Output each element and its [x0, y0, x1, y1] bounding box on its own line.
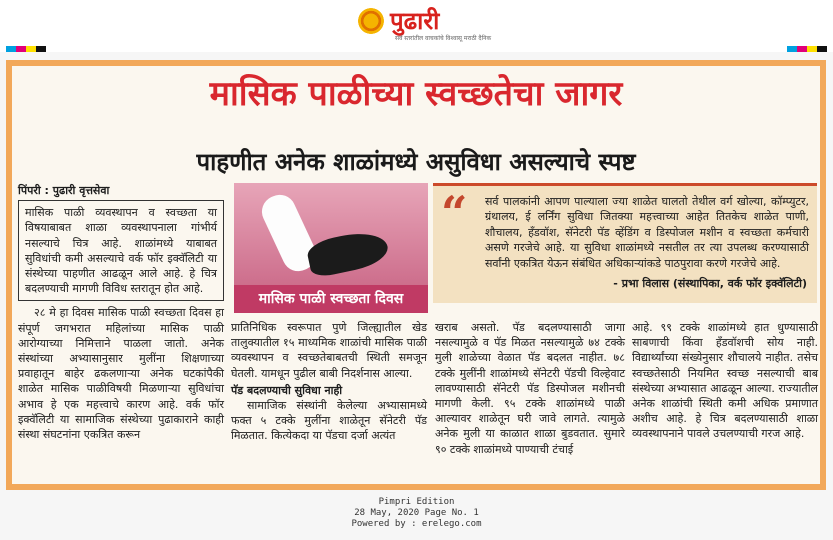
article-subheadline: पाहणीत अनेक शाळांमध्ये असुविधा असल्याचे स्पष्ट [196, 148, 636, 176]
logo-text: पुढारी [390, 7, 440, 35]
sun-emblem-icon [358, 8, 384, 34]
masthead [0, 0, 833, 52]
pull-quote-text: सर्व पालकांनी आपण पाल्याला ज्या शाळेत घालतो तेथील वर्ग खोल्या, कॉम्प्युटर, ग्रंथालय, ई लर्निंग सुविधा जितक्या महत्त्वाच्या आहेत तितकेच शाळेत पाणी, शौचालय, हॅंडवॉश, सॅनेटरी पॅड व्हेंडिंग व डिस्पोजल मशीन व स्वच्छता कर्मचारी असणे गरजेचे आहे. या सुविधा शाळांमध्ये नसतील तर त्या उपलब्ध करण्यासाठी सर्वांनी एकत्रित येऊन संबंधित अधिकाऱ्यांकडे पाठपुरावा करणे गरजेचे आहे. [485, 195, 809, 270]
article-headline: मासिक पाळीच्या स्वच्छतेचा जागर [209, 74, 623, 114]
column-2-subheading: पॅड बदलण्याची सुविधा नाही [231, 383, 343, 397]
pull-quote-author: - प्रभा विलास (संस्थापिका, वर्क फॉर इक्वॅलिटी) [613, 277, 807, 290]
article-column-4: आहे. ९९ टक्के शाळांमध्ये हात धुण्यासाठी साबणाची किंवा हॅंडवॉशची सोय नाही. विद्यार्थ्यांच्या संख्येनुसार शौचालये नाहीत. तसेच स्वच्छतेसाठी नियमित स्वच्छ नसल्याची बाब संस्थेच्या अभ्यासात आढळून आल्या. राज्यातील अनेक शाळांची स्थिती कमी अधिक प्रमाणात अशीच आहे. हे चित्र बदलण्यासाठी शाळा व्यवस्थापनाने पावले उचलण्याची गरज आहे. [632, 321, 818, 441]
powered-by-link[interactable]: Powered by : erelego.com [351, 519, 482, 529]
article-column-2 [231, 320, 427, 444]
color-registration-mark [787, 46, 827, 52]
column-1-body: २८ मे हा दिवस मासिक पाळी स्वच्छता दिवस हा संपूर्ण जगभरात महिलांच्या मासिक पाळी आरोग्याच्या निमित्ताने पाळला जातो. अनेक संस्थांच्या अभ्यासानुसार मुलींना शिक्षणाच्या प्रवाहातून बाहेर ढकलणाऱ्या अनेक घटकांपैकी शाळेत मासिक पाळीविषयी मिळणाऱ्या सुविधांचा अभाव हे एक महत्त्वाचे कारण आहे. वर्क फॉर इक्वॅलिटी या सामाजिक संस्थेच्या पुढाकाराने काही संस्था संघटनांना एकत्रित करून [18, 306, 224, 442]
logo-tagline: सर्व स्तरांतील वाचकांचे विश्वासू मराठी दैनिक [395, 35, 492, 42]
article-column-3: खराब असतो. पॅड बदलण्यासाठी जागा नसल्यामुळे व पॅड मिळत नसल्यामुळे ७४ टक्के मुली शाळेच्या वेळात पॅड बदलत नाहीत. ७८ टक्के मुलींनी शाळांमध्ये सॅनेटरी पॅडची विल्हेवाट लावण्यासाठी सॅनेटरी पॅड डिस्पोजल मशीनची मागणी केली. ९५ टक्के शाळांमध्ये पाळी आल्यावर शाळेतून घरी जावे लागते. त्यामुळे अनेक मुली या काळात शाळा बुडवतात. सुमारे ९० टक्के शाळांमध्ये पाण्याची टंचाई [435, 321, 625, 456]
article-photo [234, 183, 428, 313]
column-2-bottom: सामाजिक संस्थांनी केलेल्या अभ्यासामध्ये फक्त ५ टक्के मुलींना शाळेतून सॅनेटरी पॅड मिळतात. कित्येकदा या पॅडचा दर्जा अत्यंत [231, 399, 427, 443]
page-footer [0, 497, 833, 530]
quote-mark-icon: “ [441, 186, 468, 240]
article-column-1 [18, 183, 224, 442]
color-registration-mark [6, 46, 46, 52]
edition-name: Pimpri Edition [378, 497, 455, 507]
pull-quote-box [433, 183, 817, 303]
newspaper-logo[interactable] [358, 8, 439, 34]
article-clipping [6, 60, 826, 490]
column-2-top: प्रातिनिधिक स्वरूपात पुणे जिल्ह्यातील खेड तालुक्यातील १५ माध्यमिक शाळांची मासिक पाळी व्यवस्थापन व स्वच्छतेबाबतची स्थिती समजून घेतली. यामधून पुढील बाबी निदर्शनास आल्या. [231, 321, 427, 380]
photo-caption: मासिक पाळी स्वच्छता दिवस [234, 285, 428, 313]
intro-box: मासिक पाळी व्यवस्थापन व स्वच्छता या विषयाबाबत शाळा व्यवस्थापनाला गांभीर्य नसल्याचे चित्र आहे. शाळांमध्ये याबाबत सुविधांची कमी असल्याचे वर्क फॉर इक्वॅलिटी या संस्थेच्या पाहणीत आढळून आले आहे. हे चित्र बदलण्याची मागणी विविध स्तरातून होत आहे. [18, 200, 224, 301]
hand-silhouette-icon [305, 227, 391, 279]
edition-date-page: 28 May, 2020 Page No. 1 [354, 508, 479, 518]
dateline: पिंपरी : पुढारी वृत्तसेवा [18, 184, 110, 197]
